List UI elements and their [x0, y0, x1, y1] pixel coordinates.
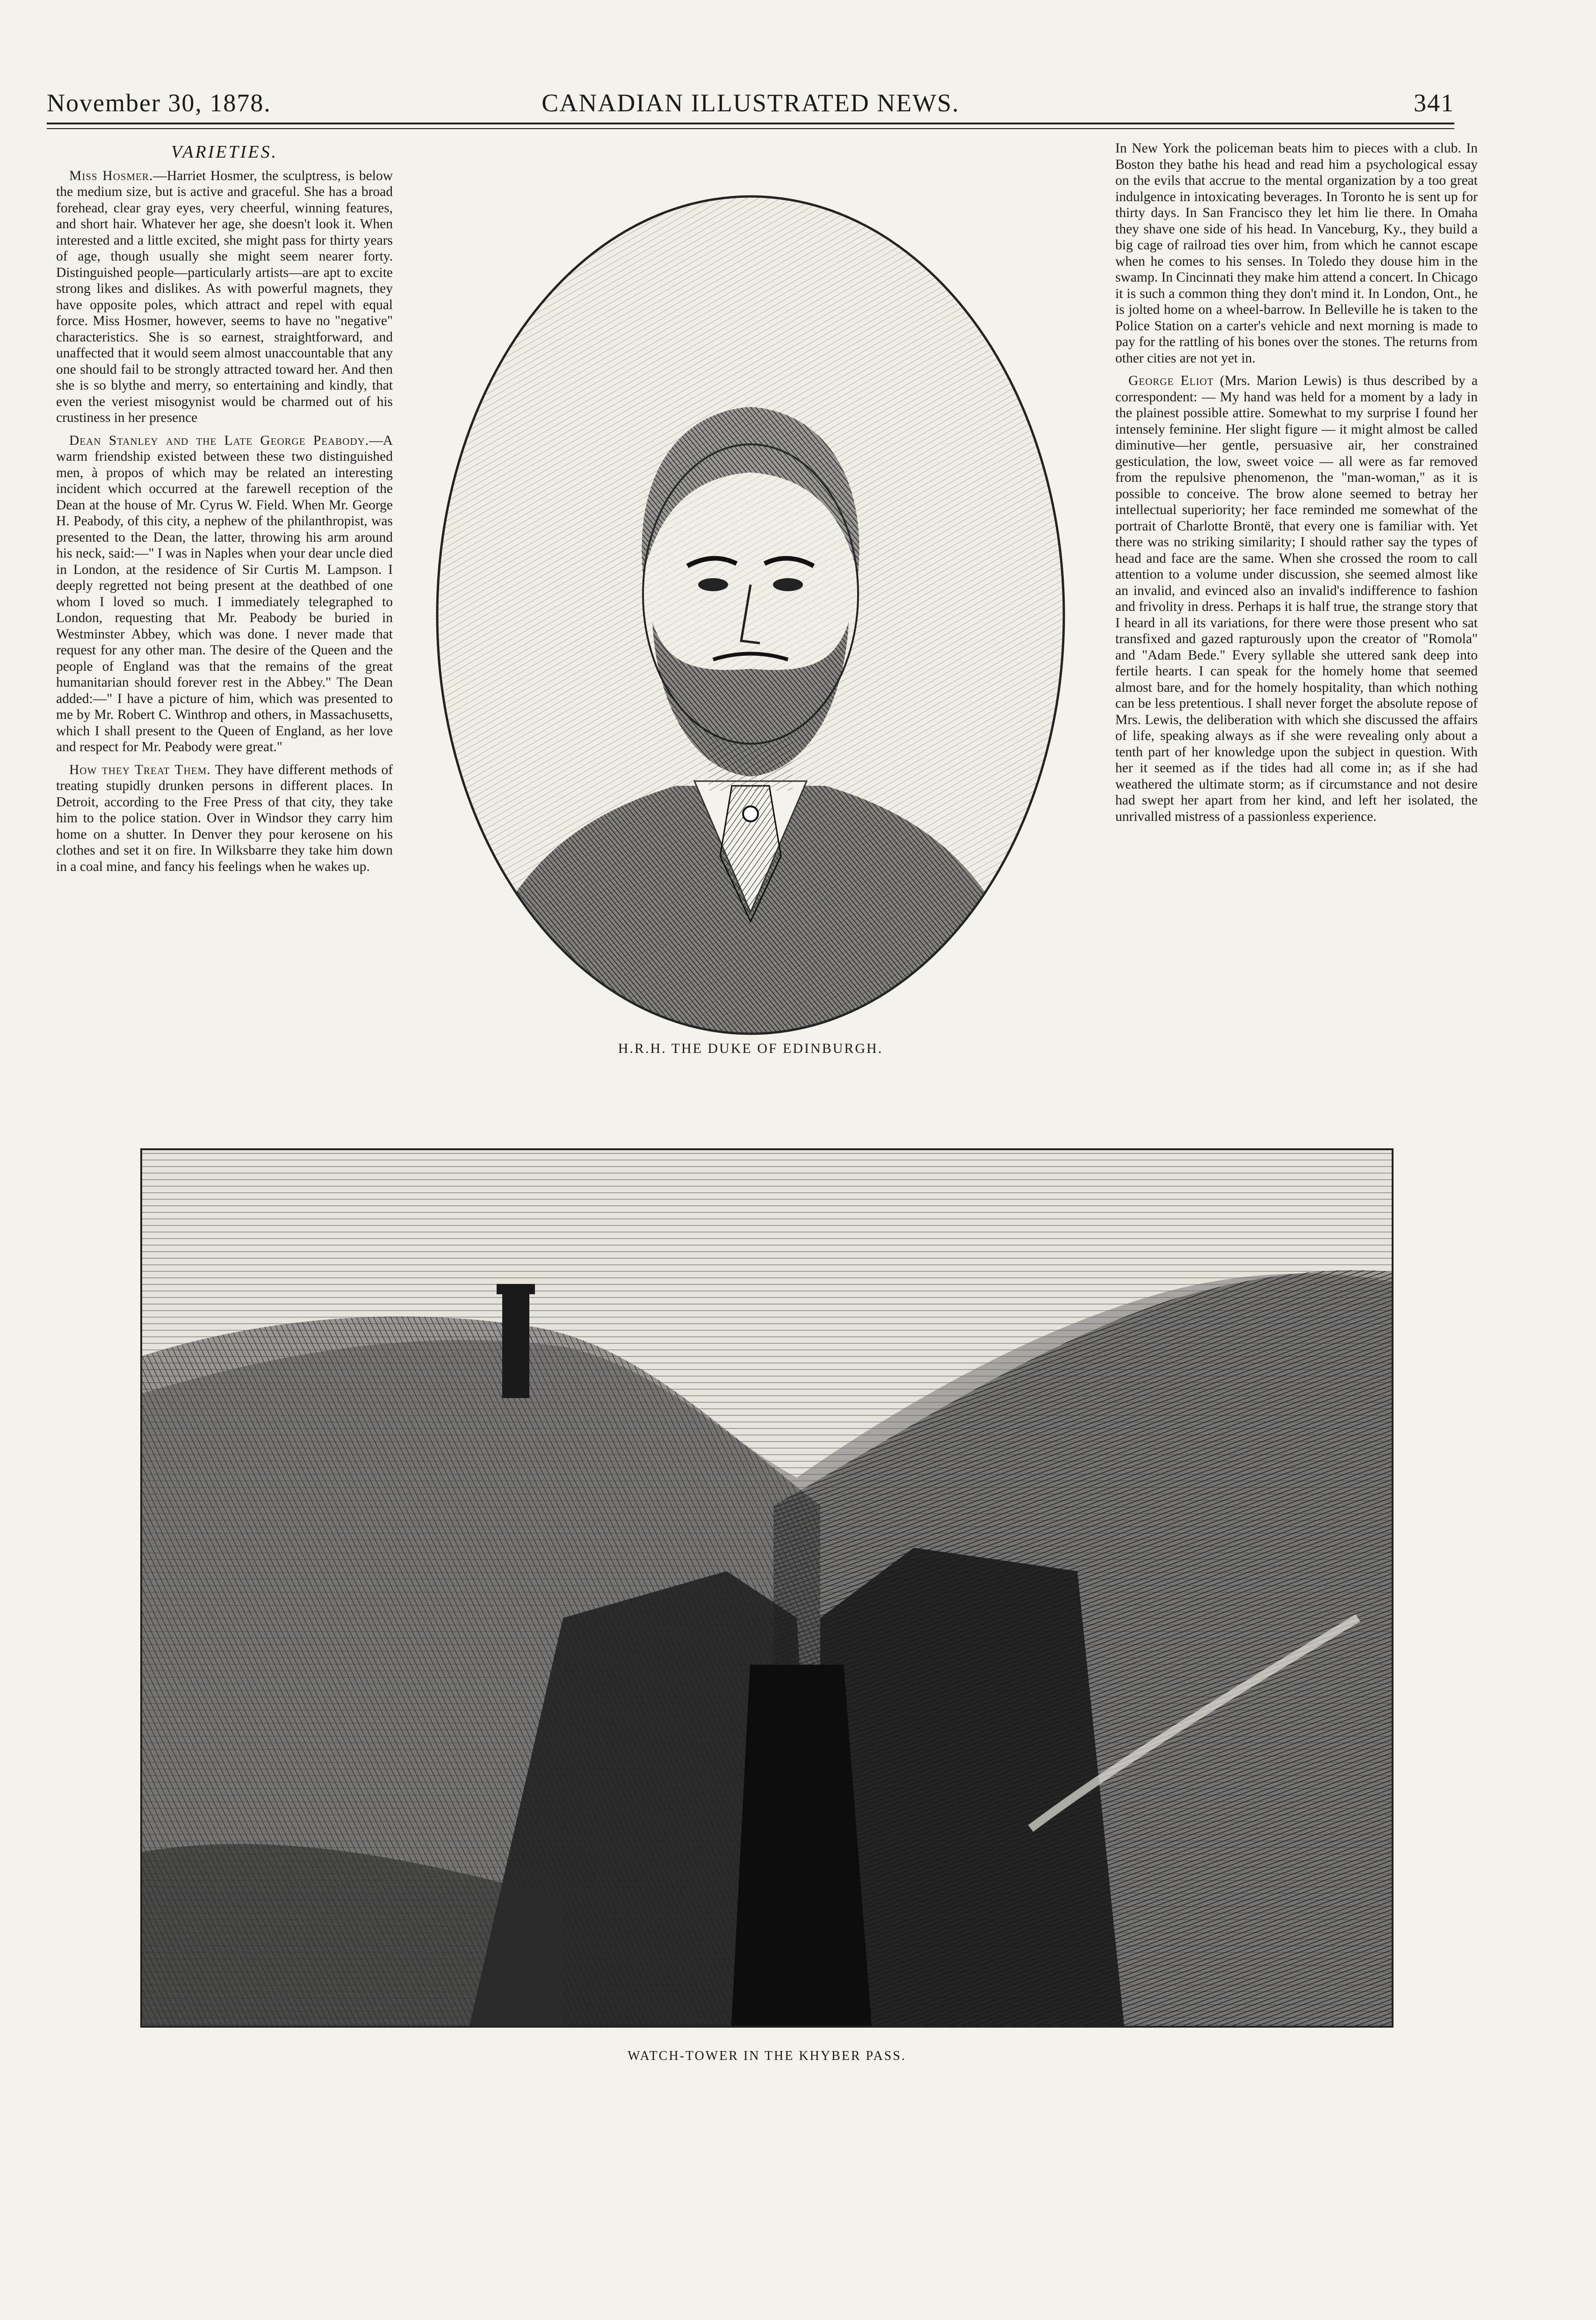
- article-body: They have different methods of treating stupidly drunken persons in different places. In Detroit, according to the Free Press of that city, they take him to the police station. Over in Windsor they carry him home on a shutter. In Denver they pour kerosene on his clothes and set it on fire. In Wilksbarre they take him down in a coal mine, and fancy his feelings when he wakes up.: [56, 762, 393, 874]
- article-body: (Mrs. Marion Lewis) is thus described by a correspondent: — My hand was held for a moment by a lady in the plainest possible attire. Somewhat to my surprise I found her intensely feminine. Her slight figure — it might almost be called diminutive—her gentle, persuasive air, her constrained gesticulation, the low, sweet voice — all were as far removed from the repulsive phenomenon, the "man-woman," as it is possible to conceive. The brow alone seemed to betray her intellectual superiority; her face reminded me somewhat of the portrait of Charlotte Brontë, that every one is familiar with. Yet there was no striking similarity; I should rather say the types of head and face are the same. When she crossed the room to call attention to a volume under discussion, she seemed almost like an invalid, and evinced also an invalid's indifference to fashion and frivolity in dress. Perhaps it is half true, the strange story that I heard in all its variations, for there were those present who sat transfixed and gazed rapturously upon the creator of "Romola" and "Adam Bede." Every syllable she uttered sank deep into fertile hearts. I can speak for the homely home that seemed almost bare, and for the homely hospitality, than which nothing can be less pretentious. I shall never forget the absolute repose of Mrs. Lewis, the deliberation with which she discussed the affairs of life, speaking always as if she were revealing only about a tenth part of her knowledge upon the subject in question. With her it seemed as if the tides had all come in; as if she had weathered the ultimate storm; as if circumstance and not desire had swept her apart from her kind, and left her isolated, the unrivalled mistress of a passionless experience.: [1115, 373, 1478, 824]
- duke-portrait-engraving: [433, 192, 1069, 1038]
- header-rule: [47, 123, 1454, 124]
- article-treat-them-continued: [1115, 140, 1478, 366]
- article-lead: Miss Hosmer.: [69, 168, 153, 183]
- article-treat-them: [56, 762, 393, 875]
- masthead-title: CANADIAN ILLUSTRATED NEWS.: [542, 89, 960, 117]
- article-body: In New York the policeman beats him to pieces with a club. In Boston they bathe his head and read him a psychological essay on the evils that accrue to the mental organization by a too great indulgence in intoxicating beverages. In Toronto he is sent up for thirty days. In San Francisco they let him lie there. In Omaha they shave one side of his head. In Vanceburg, Ky., they build a big cage of railroad ties over him, from which he cannot escape when he comes to his senses. In Toledo they douse him in the swamp. In Cincinnati they make him attend a concert. In Chicago it is such a common thing they don't mind it. In London, Ont., he is jolted home on a wheel-barrow. In Belleville he is taken to the Police Station on a carter's vehicle and next morning is made to pay for the rattling of his bones over the stones. The returns from other cities are not yet in.: [1115, 141, 1478, 366]
- left-column: [56, 140, 393, 881]
- article-lead: Dean Stanley and the Late George Peabody.: [69, 433, 369, 448]
- landscape-illustration: [140, 1148, 1394, 2028]
- khyber-pass-engraving: [142, 1150, 1392, 2026]
- section-heading: VARIETIES.: [171, 142, 278, 162]
- article-lead: How they Treat Them.: [69, 762, 211, 777]
- page-header: [47, 84, 1454, 122]
- portrait-caption: H.R.H. THE DUKE OF EDINBURGH.: [618, 1041, 883, 1056]
- landscape-caption: WATCH-TOWER IN THE KHYBER PASS.: [628, 2049, 906, 2063]
- article-stanley-peabody: [56, 433, 393, 755]
- right-column: [1115, 140, 1478, 831]
- issue-date: November 30, 1878.: [47, 89, 271, 117]
- portrait-illustration: [433, 192, 1069, 1038]
- header-rule-thin: [47, 128, 1454, 129]
- article-lead: George Eliot: [1128, 373, 1214, 388]
- page-number: 341: [1414, 89, 1454, 117]
- article-body: —Harriet Hosmer, the sculptress, is below the medium size, but is active and graceful. She has a broad forehead, clear gray eyes, very cheerful, winning features, and short hair. Whatever her age, she doesn't look it. When interested and a little excited, she might pass for thirty years of age, though usually she might seem nearer forty. Distinguished people—particularly artists—are apt to excite strong likes and dislikes. As with powerful magnets, they have opposite poles, which attract and repel with equal force. Miss Hosmer, however, seems to have no "negative" characteristics. She is so earnest, straightforward, and unaffected that it would seem almost unaccountable that any one should fail to be strongly attracted toward her. And then she is so blythe and merry, so entertaining and kindly, that even the veriest misogynist would be charmed out of his crustiness in her presence: [56, 168, 393, 425]
- article-body: —A warm friendship existed between these two distinguished men, à propos of which may be related an interesting incident which occurred at the farewell reception of the Dean at the house of Mr. Cyrus W. Field. When Mr. George H. Peabody, of this city, a nephew of the philanthropist, was presented to the Dean, the latter, throwing his arm around his neck, said:—" I was in Naples when your dear uncle died in London, at the residence of Sir Curtis M. Lampson. I deeply regretted not being present at the deathbed of one whom I loved so much. I immediately telegraphed to London, requesting that Mr. Peabody be buried in Westminster Abbey, which was done. I never made that request for any other man. The desire of the Queen and the people of England was that the remains of the great humanitarian should forever rest in the Abbey." The Dean added:—" I have a picture of him, which was presented to me by Mr. Robert C. Winthrop and others, in Massachusetts, which I shall present to the Queen of England, as her love and respect for Mr. Peabody were great.": [56, 433, 393, 754]
- article-hosmer: [56, 168, 393, 426]
- article-george-eliot: [1115, 373, 1478, 825]
